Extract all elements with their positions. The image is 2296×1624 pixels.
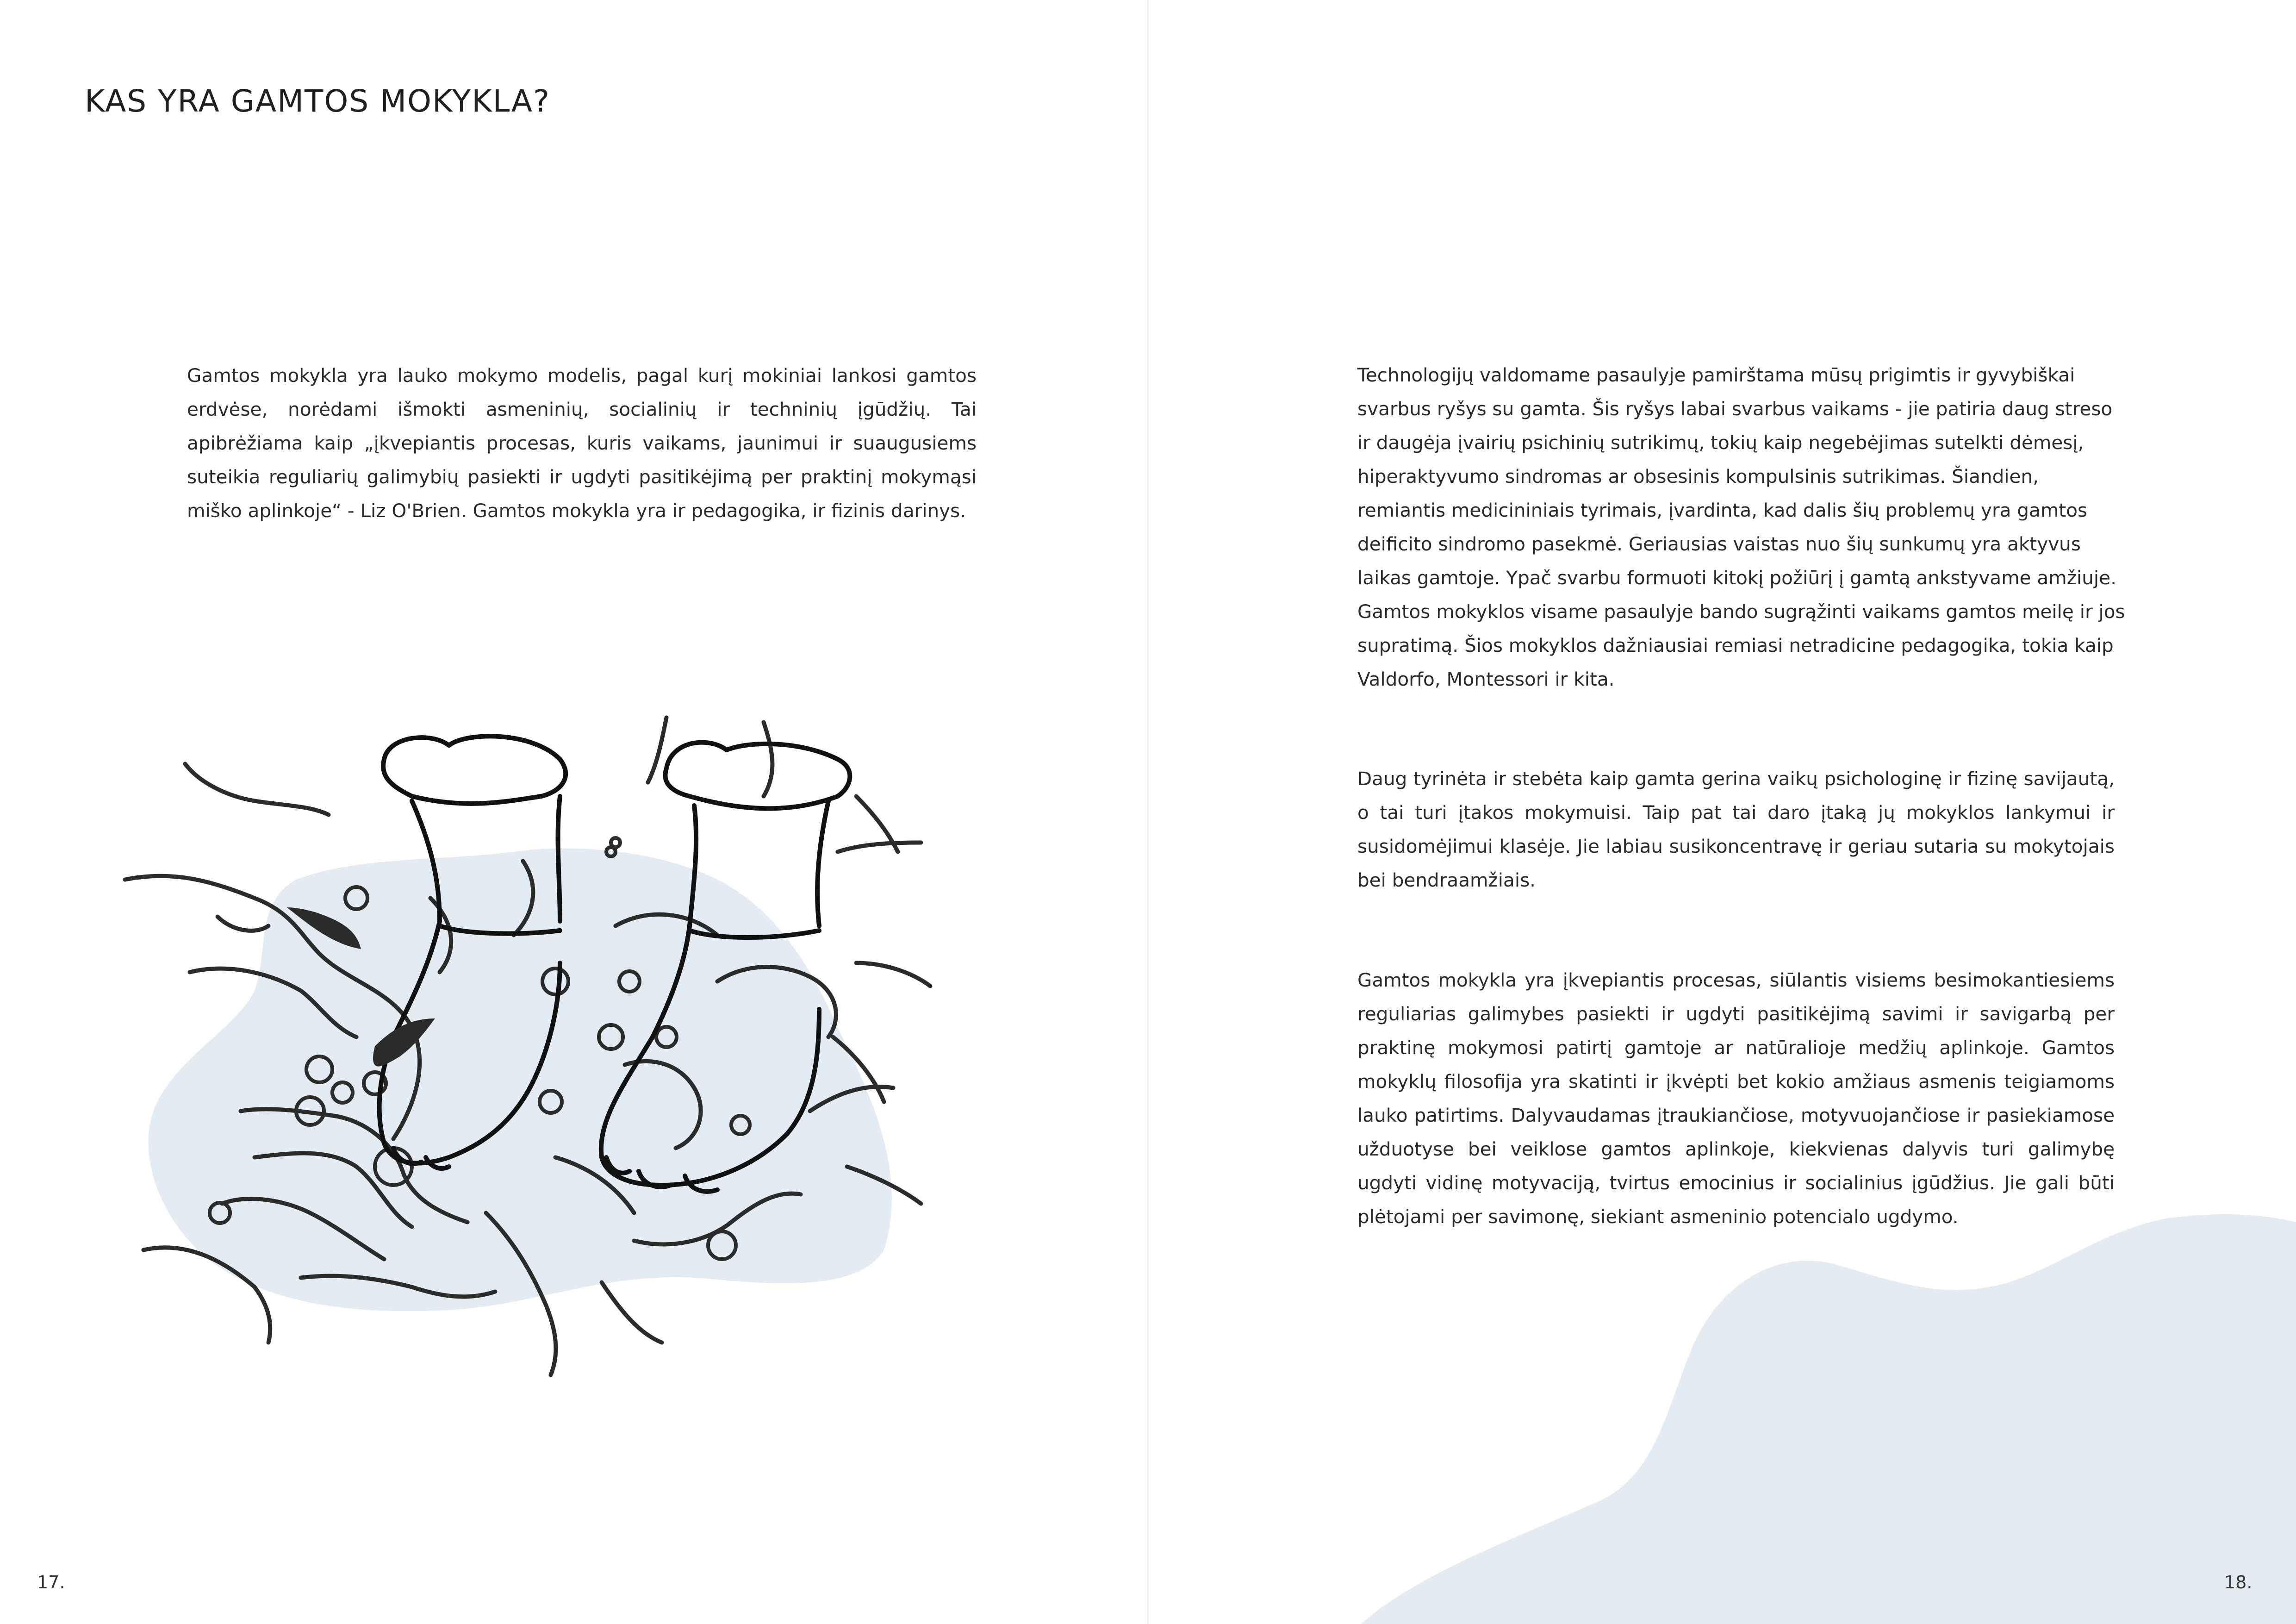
feet-in-stream-illustration [116,704,1041,1384]
right-page [1148,0,2296,1624]
water-wash-shape [149,849,892,1312]
research-paragraph: Daug tyrinėta ir stebėta kaip gamta gerina vaikų psichologinę ir fizinę savijautą, o tai turi įtakos mokymuisi. Taip pat tai daro įtaką jų mokyklos lankymui ir susidomėjimui klasėje. Jie labiau susikoncentravę ir geriau sutaria su mokytojais bei bendraamžiais. [1357,768,2115,891]
page-number-left: 17. [37,1572,65,1593]
page-number-right: 18. [2224,1572,2252,1593]
technology-paragraph: Technologijų valdomame pasaulyje pamirštama mūsų prigimtis ir gyvybiškai svarbus ryšys su gamta. Šis ryšys labai svarbus vaikams - jie patiria daug streso ir daugėja įvairių psichinių sutrikimų, tokių kaip negebėjimas sutelkti dėmesį, hiperaktyvumo sindromas ar obsesinis kompulsinis sutrikimas. Šiandien, remiantis medicininiais tyrimais, įvardinta, kad dalis šių problemų yra gamtos deificito sindromo pasekmė. Geriausias vaistas nuo šių sunkumų yra aktyvus laikas gamtoje. Ypač svarbu formuoti kitokį požiūrį į gamtą ankstyvame amžiuje. Gamtos mokyklos visame pasaulyje bando sugrąžinti vaikams gamtos meilę ir jos supratimą. Šios mokyklos dažniausiai remiasi netradicine pedagogika, tokia kaip Valdorfo, Montessori ir kita. [1357,364,2125,690]
page-title: KAS YRA GAMTOS MOKYKLA? [85,83,551,119]
intro-paragraph: Gamtos mokykla yra lauko mokymo modelis, pagal kurį mokiniai lankosi gamtos erdvėse, norėdami išmokti asmeninių, socialinių ir techninių įgūdžių. Tai apibrėžiama kaip „įkvepiantis procesas, kuris vaikams, jaunimui ir suaugusiems suteikia reguliarių galimybių pasiekti ir ugdyti pasitikėjimą per praktinį mokymąsi miško aplinkoje“ - Liz O'Brien. Gamtos mokykla yra ir pedagogika, ir fizinis darinys. [187,364,977,522]
decorative-wave-blob [1361,1213,2296,1624]
philosophy-paragraph: Gamtos mokykla yra įkvepiantis procesas, siūlantis visiems besimokantiesiems reguliarias galimybes pasiekti ir ugdyti pasitikėjimą savimi ir savigarbą per praktinę mokymosi patirtį gamtoje ar natūralioje medžių aplinkoje. Gamtos mokyklų filosofija yra skatinti ir įkvėpti bet kokio amžiaus asmenis teigiamoms lauko patirtims. Dalyvaudamas įtraukiančiose, motyvuojančiose ir pasiekiamose užduotyse bei veiklose gamtos aplinkoje, kiekvienas dalyvis turi galimybę ugdyti vidinę motyvaciją, tvirtus emocinius ir socialinius įgūdžius. Jie gali būti plėtojami per savimonę, siekiant asmeninio potencialo ugdymo. [1357,969,2115,1228]
